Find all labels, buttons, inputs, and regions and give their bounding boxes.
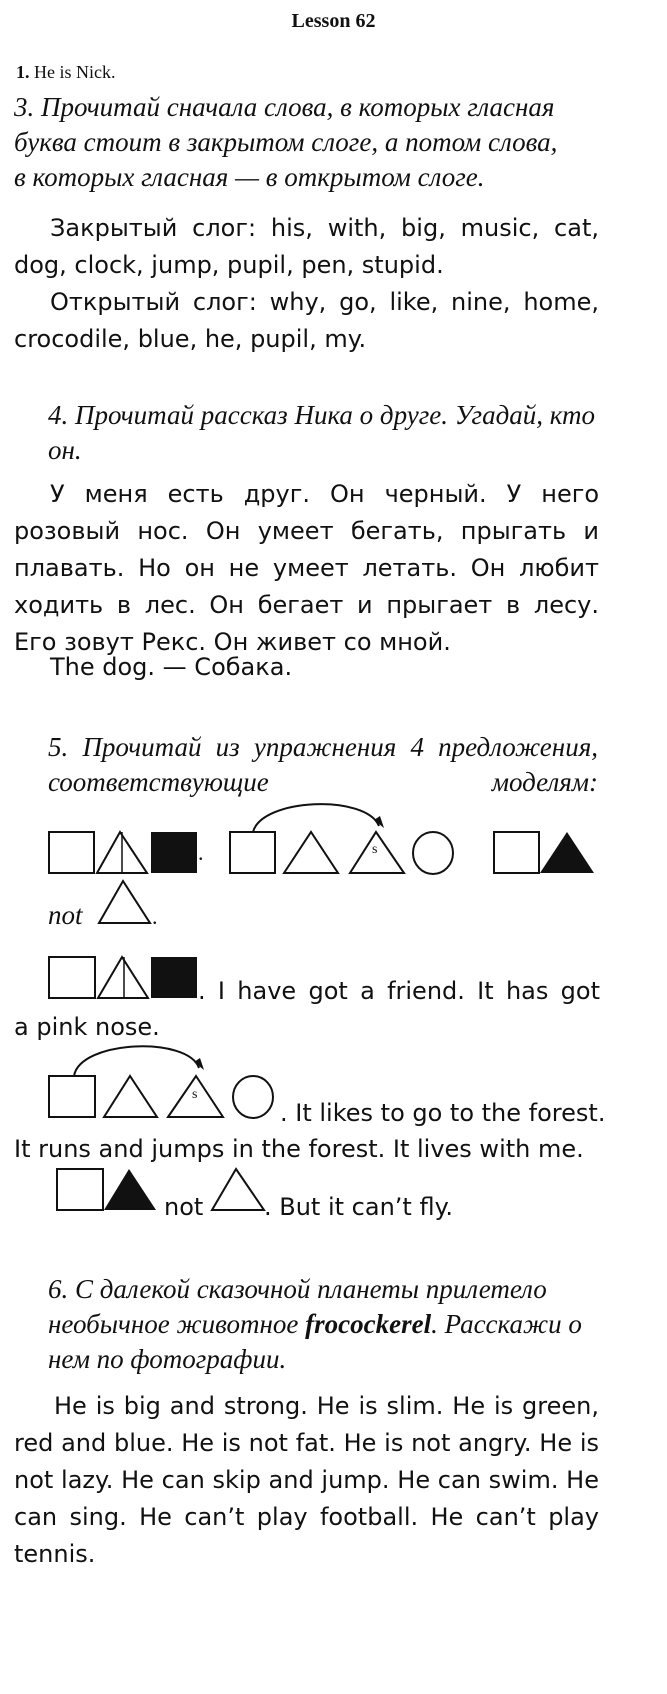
answer-3-not-label: not (164, 1193, 204, 1221)
closed-square-icon (151, 832, 197, 873)
exercise-3-task: 3. Прочитай сначала слова, в которых гласная буква стоит в закрытом слоге, а потом слова, в которых гласная — в открытом слоге. (14, 92, 558, 192)
curved-arrow-icon (253, 804, 384, 832)
answer-1-model (44, 952, 204, 1002)
model-row-1-negation (96, 876, 156, 926)
open-square-icon (230, 832, 275, 873)
model-not-label: not (48, 900, 83, 930)
open-triangle-icon (97, 832, 147, 873)
open-square-icon (49, 832, 94, 873)
open-square-icon (49, 1076, 95, 1117)
open-triangle-icon (212, 1169, 264, 1210)
open-triangle-icon (104, 1076, 157, 1117)
circle-icon (413, 832, 453, 874)
closed-square-icon (151, 957, 197, 998)
lesson-title: Lesson 62 (291, 10, 376, 32)
open-triangle-icon (284, 832, 338, 873)
model-dot: . (198, 840, 204, 865)
exercise-6-task-end: . Расскажи о нем по фотографии. (48, 1309, 582, 1374)
open-square-icon (57, 1169, 103, 1210)
circle-icon (233, 1076, 273, 1118)
open-square-icon (494, 832, 539, 873)
curved-arrow-icon (74, 1046, 204, 1076)
answer-2-triangle-letter: s (192, 1087, 198, 1102)
open-triangle-icon (98, 957, 148, 998)
filled-triangle-icon (104, 1169, 156, 1210)
exercise-5-task: 5. Прочитай из упражнения 4 предложения, соответствующие моделям: (48, 732, 598, 797)
answer-3-text: . But it can’t fly. (264, 1193, 453, 1221)
exercise-6-task-start: 6. С далекой сказочной планеты прилетело необычное животное (48, 1274, 547, 1339)
filled-triangle-icon (540, 832, 594, 873)
exercise-6-task-word: frocockerel (305, 1309, 432, 1339)
exercise-3-open-syllable: Открытый слог: why, go, like, nine, home, crocodile, blue, he, pupil, my. (14, 288, 599, 353)
model-triangle-letter: s (372, 842, 378, 857)
answer-1-text-continued: a pink nose. (14, 1013, 160, 1041)
model-row-1 (0, 800, 600, 870)
exercise-4-answer: The dog. — Собака. (50, 653, 293, 681)
answer-1-text: . I have got a friend. It has got (198, 977, 600, 1005)
exercise-1-text: He is Nick. (34, 62, 116, 82)
open-square-icon (49, 957, 95, 998)
exercise-6-answer: He is big and strong. He is slim. He is green, red and blue. He is not fat. He is not angry. He is not lazy. He can skip and jump. He can swim. He can sing. He can’t play football. He can’t play tennis. (14, 1392, 599, 1568)
exercise-6-task (48, 1272, 604, 1377)
open-triangle-icon (99, 881, 150, 923)
exercise-1-number: 1. (16, 62, 30, 82)
exercise-4-task: 4. Прочитай рассказ Ника о друге. Угадай, кто он. (48, 400, 596, 465)
exercise-4-story: У меня есть друг. Он черный. У него розовый нос. Он умеет бегать, прыгать и плавать. Но он не умеет летать. Он любит ходить в лес. Он бегает и прыгает в лесу. Его зовут Рекс. Он живет со мной. (14, 480, 599, 656)
exercise-1 (16, 62, 115, 83)
model-dot: . (152, 904, 158, 929)
exercise-3-closed-syllable: Закрытый слог: his, with, big, music, cat, dog, clock, jump, pupil, pen, stupid. (14, 214, 599, 279)
answer-2-model (44, 1040, 284, 1120)
answer-2-text-continued: It runs and jumps in the forest. It lives with me. (14, 1135, 584, 1163)
answer-2-text: . It likes to go to the forest. (280, 1099, 606, 1127)
